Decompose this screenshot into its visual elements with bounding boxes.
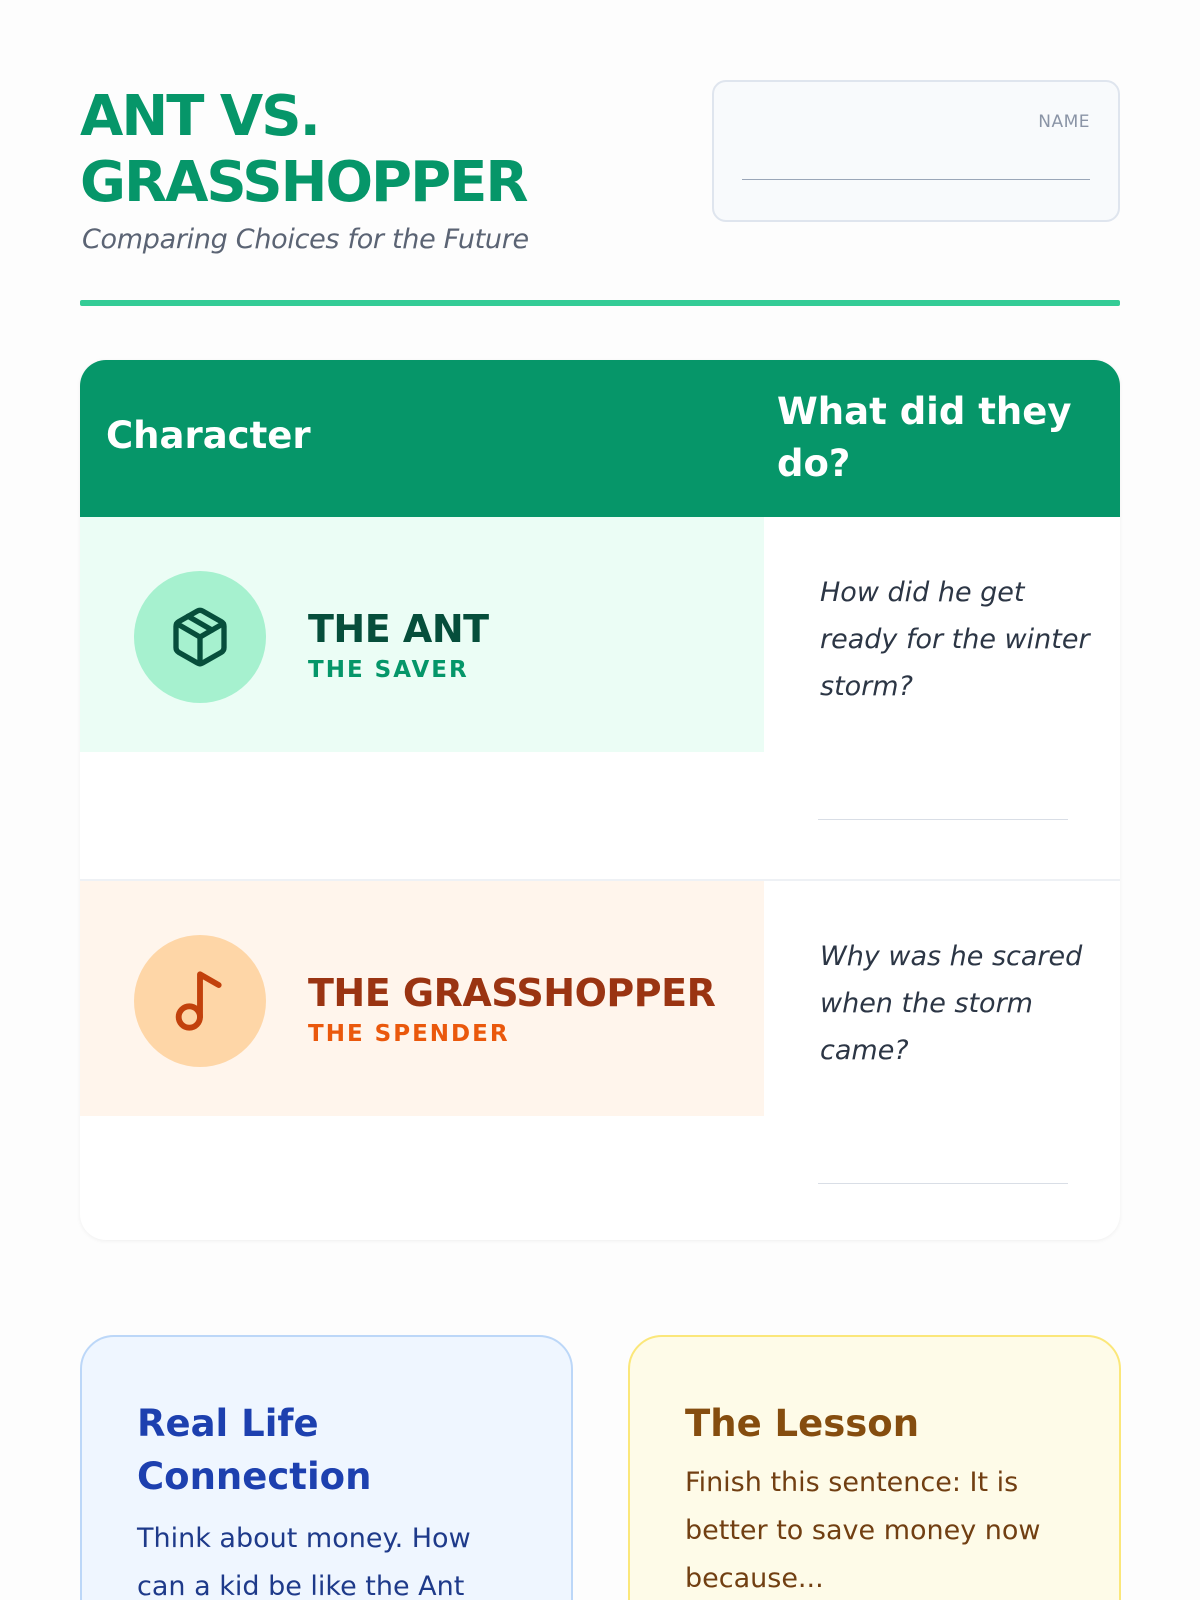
card-title: The Lesson [685,1402,920,1445]
table-row-grasshopper [80,879,1120,1240]
music-note-icon [134,935,266,1067]
character-cell-grasshopper [80,881,764,1116]
card-text: Finish this sentence: It is better to save money now because... [685,1467,1041,1594]
character-name: THE GRASSHOPPER [308,971,716,1015]
header [80,0,1120,310]
name-field[interactable] [712,80,1120,222]
character-cell-ant [80,517,764,752]
comparison-table [80,360,1120,1240]
title-line-2: GRASSHOPPER [80,150,527,215]
real-life-connection-card [80,1335,573,1600]
name-label: NAME [1038,112,1090,132]
answer-line[interactable] [818,1183,1068,1184]
name-write-line [742,179,1090,180]
column-header-character: Character [106,414,311,457]
card-text: Think about money. How can a kid be like the Ant [137,1523,471,1600]
box-icon [134,571,266,703]
answer-line[interactable] [818,819,1068,820]
table-row-ant [80,517,1120,879]
question-prompt: Why was he scared when the storm came? [820,941,1083,1066]
lesson-card [628,1335,1121,1600]
column-header-action: What did they do? [777,390,1072,485]
card-title: Real Life Connection [137,1402,372,1498]
character-name: THE ANT [308,607,489,651]
table-header [80,360,1120,517]
page-subtitle: Comparing Choices for the Future [82,224,529,255]
page-title [80,84,527,216]
header-divider [80,300,1120,306]
character-role: THE SPENDER [308,1021,510,1047]
character-role: THE SAVER [308,657,469,683]
title-line-1: ANT VS. [80,84,319,149]
question-prompt: How did he get ready for the winter storm? [820,577,1090,702]
